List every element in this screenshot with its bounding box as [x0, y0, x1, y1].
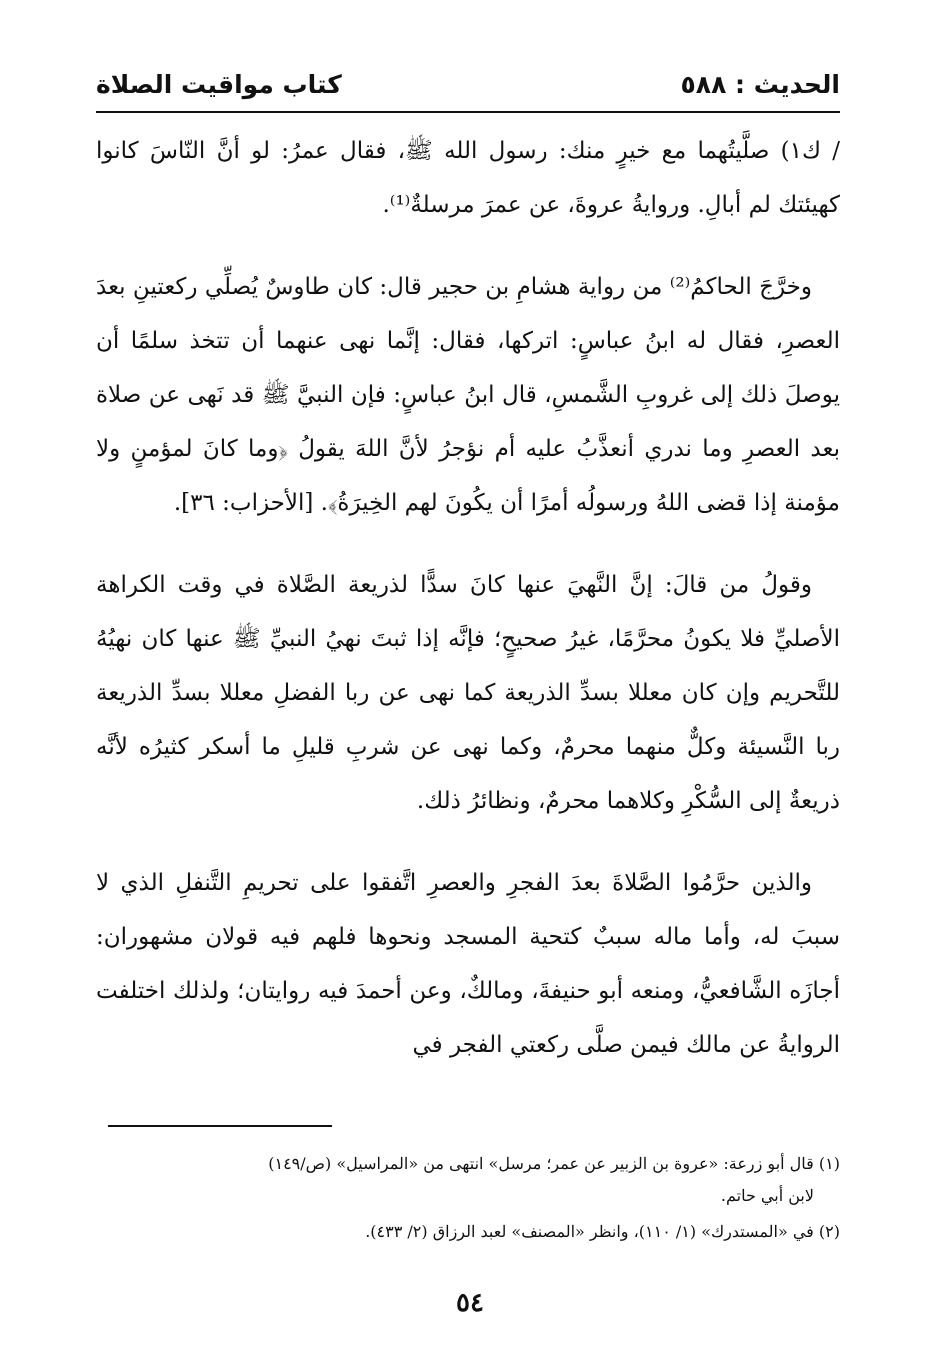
book-title: كتاب مواقيت الصلاة — [96, 70, 342, 99]
footnote-text: (٢) في «المستدرك» (١/ ١١٠)، وانظر «المصنف» لعبد الرزاق (٢/ ٤٣٣). — [365, 1222, 840, 1241]
paragraph: والذين حرَّمُوا الصَّلاةَ بعدَ الفجرِ والعصرِ اتَّفقوا على تحريمِ التَّنفلِ الذي لا سببَ له، وأما ماله سببٌ كتحية المسجد ونحوها فلهم فيه قولان مشهوران: أجازَه الشَّافعيُّ، ومنعه أبو حنيفةَ، ومالكٌ، وعن أحمدَ فيه روايتان؛ ولذلك اختلفت الروايةُ عن مالك فيمن صلَّى ركعتي الفجر في — [96, 870, 840, 1058]
header-divider — [96, 111, 840, 113]
hadith-number: الحديث : ٥٨٨ — [680, 70, 840, 99]
page-number: ٥٤ — [456, 1288, 484, 1318]
main-text — [96, 124, 840, 1100]
footnote-text: (١) قال أبو زرعة: «عروة بن الزبير عن عمر؛ مرسل» انتهى من «المراسيل» (ص/١٤٩) — [268, 1154, 840, 1173]
footnote-divider — [108, 1125, 332, 1127]
footnote-1 — [96, 1148, 840, 1212]
paragraph: / ك١) صلَّيتُهما مع خيرٍ منك: رسول الله ﷺ، فقال عمرُ: لو أنَّ النّاسَ كانوا كهيئتك لم أبالِ. وروايةُ عروةَ، عن عمرَ مرسلةٌ⁽¹⁾. — [96, 138, 840, 218]
footnote-continuation: لابن أبي حاتم. — [720, 1186, 814, 1205]
footnote-2 — [96, 1216, 840, 1248]
running-header — [96, 70, 840, 106]
footnotes — [96, 1148, 840, 1252]
paragraph: وخرَّجَ الحاكمُ⁽²⁾ من رواية هشامِ بن حجير قال: كان طاوسٌ يُصلِّي ركعتينِ بعدَ العصرِ، فقال له ابنُ عباسٍ: اتركها، فقال: إنَّما نهى عنهما أن تتخذ سلمًا أن يوصلَ ذلك إلى غروبِ الشَّمسِ، قال ابنُ عباسٍ: فإن النبيَّ ﷺ قد نَهى عن صلاة بعد العصرِ وما ندري أنعذَّبُ عليه أم نؤجرُ لأنَّ اللهَ يقولُ ﴿وما كانَ لمؤمنٍ ولا مؤمنة إذا قضى اللهُ ورسولُه أمرًا أن يكُونَ لهم الخِيرَةُ﴾. [الأحزاب: ٣٦]. — [96, 274, 840, 516]
paragraph: وقولُ من قالَ: إنَّ النَّهيَ عنها كانَ سدًّا لذريعة الصَّلاة في وقت الكراهة الأصليِّ فلا يكونُ محرَّمًا، غيرُ صحيحٍ؛ فإنَّه إذا ثبتَ نهيُ النبيِّ ﷺ عنها كان نهيُهُ للتَّحريم وإن كان معللا بسدِّ الذريعة كما نهى عن ربا الفضلِ معللا بسدِّ الذريعة ربا النَّسيئة وكلٌّ منهما محرمٌ، وكما نهى عن شربِ قليلِ ما أسكر كثيرُه لأنَّه ذريعةٌ إلى السُّكْرِ وكلاهما محرمٌ، ونظائرُ ذلك. — [96, 572, 840, 814]
